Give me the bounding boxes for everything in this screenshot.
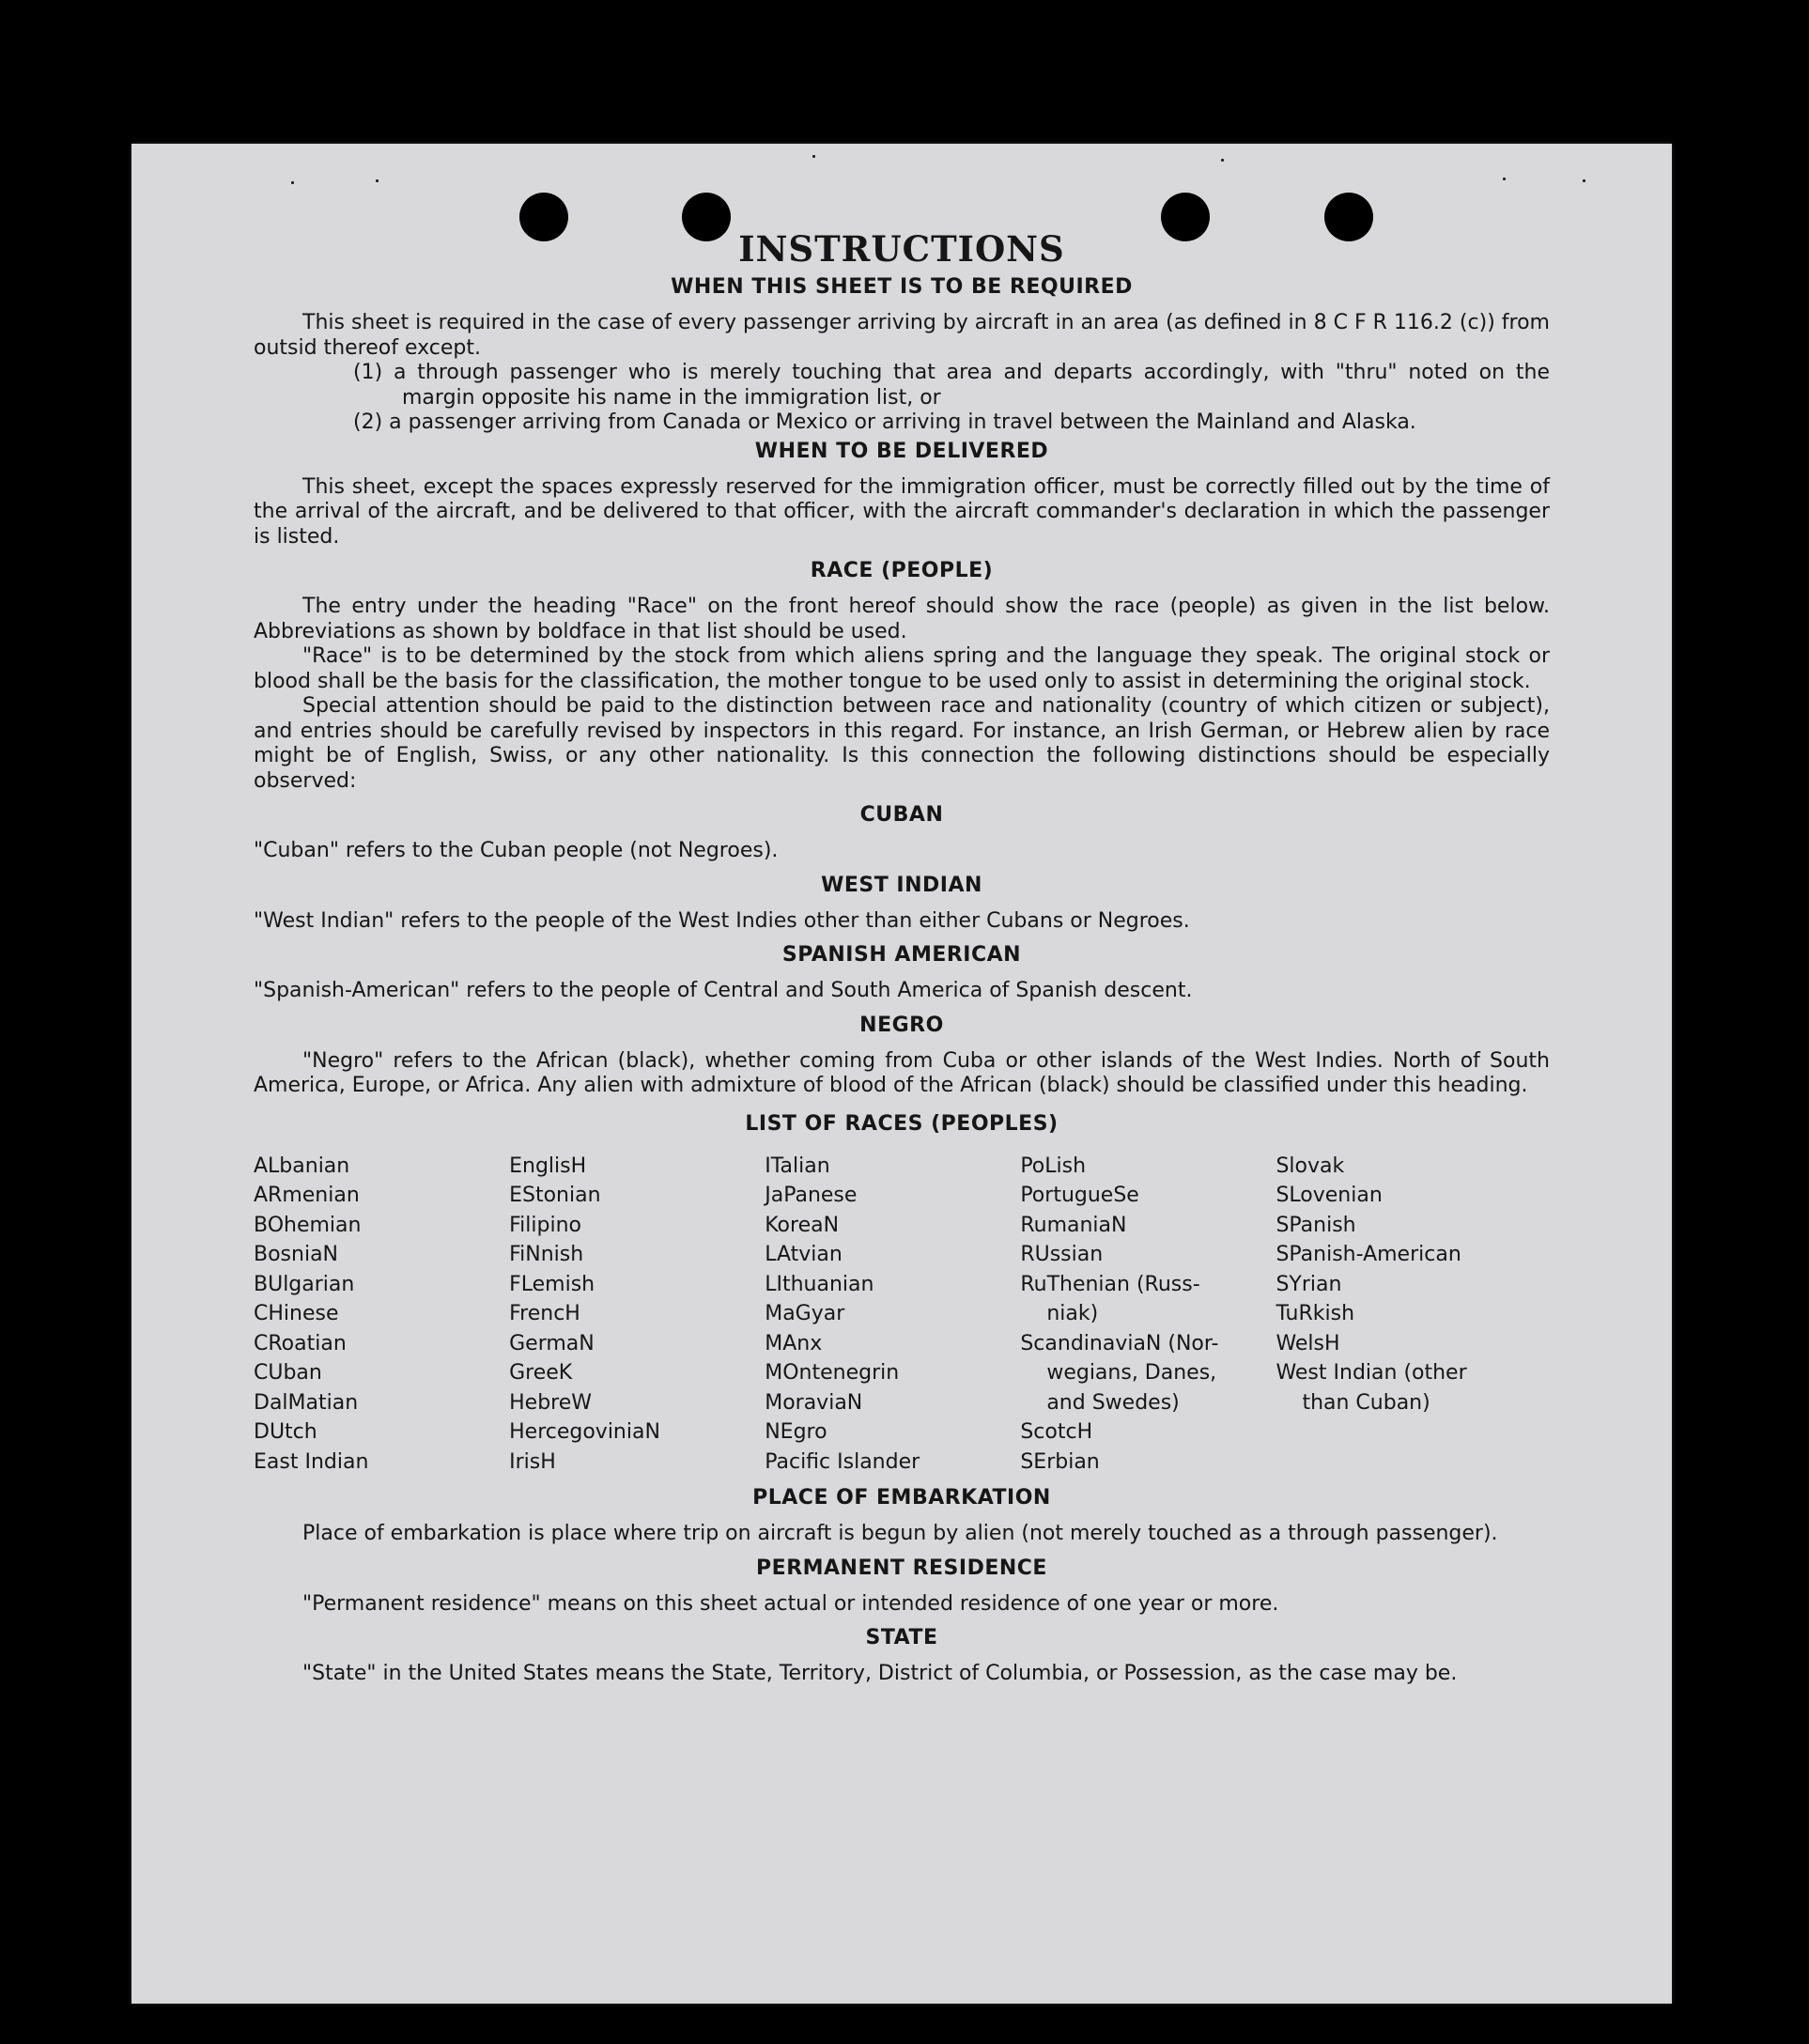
race-entry: wegians, Danes,: [1046, 1361, 1217, 1385]
races-list: [254, 1152, 1550, 1478]
races-column-3: [765, 1152, 1020, 1478]
race-entry: GreeK: [509, 1361, 573, 1385]
race-entry: EStonian: [509, 1184, 601, 1207]
race-entry: EnglisH: [509, 1154, 587, 1178]
instructions-content: [254, 226, 1550, 1687]
race-entry: HebreW: [509, 1390, 593, 1415]
race-entry: JaPanese: [765, 1184, 858, 1207]
race-entry: ScandinaviaN (Nor-: [1020, 1331, 1219, 1355]
race-entry: CUban: [254, 1361, 322, 1385]
heading-delivered: WHEN TO BE DELIVERED: [754, 439, 1049, 463]
race-entry: and Swedes): [1046, 1390, 1180, 1415]
race-entry: FiNnish: [509, 1243, 584, 1266]
race-entry: ALbanian: [254, 1154, 350, 1178]
document-sheet: [131, 144, 1672, 2004]
page-title: INSTRUCTIONS: [738, 228, 1065, 270]
race-entry: ARmenian: [254, 1184, 360, 1207]
race-entry: HercegoviniaN: [509, 1420, 660, 1444]
races-column-4: [1020, 1152, 1276, 1478]
race-entry: ScotcH: [1020, 1420, 1093, 1444]
required-item-1: (1) a through passenger who is merely touching that area and departs accordingly, with "thru" noted on the margin opposite his name in the immigration list, or: [353, 361, 1550, 410]
race-entry: MAnx: [765, 1331, 823, 1355]
heading-residence: PERMANENT RESIDENCE: [756, 1556, 1047, 1580]
negro-text: "Negro" refers to the African (black), whether coming from Cuba or other islands of the West Indies. North of South America, Europe, or Africa. Any alien with admixture of blood of the African (black) should be classified under this heading.: [254, 1048, 1550, 1097]
speck: [1503, 178, 1506, 180]
race-entry: GermaN: [509, 1331, 595, 1355]
races-column-2: [509, 1152, 765, 1478]
race-entry: IrisH: [509, 1449, 556, 1474]
race-entry: CRoatian: [254, 1331, 347, 1355]
race-entry: CHinese: [254, 1302, 339, 1325]
race-entry: PoLish: [1020, 1154, 1087, 1178]
speck: [812, 155, 815, 158]
heading-west-indian: WEST INDIAN: [821, 873, 982, 897]
heading-negro: NEGRO: [859, 1013, 944, 1037]
race-entry: SPanish: [1276, 1213, 1356, 1237]
speck: [291, 181, 294, 184]
race-entry: Pacific Islander: [765, 1449, 920, 1474]
race-entry: RUssian: [1020, 1243, 1104, 1266]
race-entry: SErbian: [1020, 1449, 1100, 1474]
race-entry: SPanish-American: [1276, 1243, 1461, 1266]
heading-spanish-american: SPANISH AMERICAN: [781, 943, 1022, 967]
race-entry: MaGyar: [765, 1302, 845, 1325]
spanish-american-text: "Spanish-American" refers to the people of Central and South America of Spanish descent.: [254, 979, 1193, 1002]
race-entry: DalMatian: [254, 1390, 359, 1415]
residence-text: "Permanent residence" means on this sheet actual or intended residence of one year or more.: [302, 1591, 1279, 1616]
west-indian-text: "West Indian" refers to the people of the West Indies other than either Cubans or Negroes.: [254, 908, 1190, 933]
speck: [1583, 179, 1585, 182]
race-entry: MoraviaN: [765, 1390, 863, 1415]
required-item-2: (2) a passenger arriving from Canada or Mexico or arriving in travel between the Mainland and Alaska.: [353, 410, 1416, 434]
race-paragraph-3: Special attention should be paid to the distinction between race and nationality (country of which citizen or subject), and entries should be carefully revised by inspectors in this regard. For instance, an Irish German, or Hebrew alien by race might be of English, Swiss, or any other nationality. Is this connection the following distinctions should be especially observed:: [254, 694, 1550, 793]
races-column-1: [254, 1152, 509, 1478]
race-entry: Filipino: [509, 1213, 581, 1237]
race-entry: TuRkish: [1276, 1302, 1355, 1325]
required-intro: This sheet is required in the case of every passenger arriving by aircraft in an area (as defined in 8 C F R 116.2 (c)) from outsid thereof except.: [254, 311, 1550, 360]
race-entry: DUtch: [254, 1420, 317, 1444]
race-entry: KoreaN: [765, 1213, 840, 1237]
race-entry: BUlgarian: [254, 1272, 355, 1296]
heading-race: RACE (PEOPLE): [810, 559, 994, 582]
race-entry: SLovenian: [1276, 1184, 1383, 1207]
race-entry: NEgro: [765, 1420, 827, 1444]
race-entry: RumaniaN: [1020, 1213, 1127, 1237]
cuban-text: "Cuban" refers to the Cuban people (not Negroes).: [254, 839, 779, 862]
race-entry: East Indian: [254, 1449, 369, 1474]
race-entry: FrencH: [509, 1302, 580, 1325]
delivered-text: This sheet, except the spaces expressly reserved for the immigration officer, must be correctly filled out by the time of the arrival of the aircraft, and be delivered to that officer, with the aircraft commander's declaration in which the passenger is listed.: [254, 474, 1550, 549]
race-entry: Slovak: [1276, 1154, 1345, 1178]
race-entry: FLemish: [509, 1272, 595, 1296]
heading-embarkation: PLACE OF EMBARKATION: [752, 1486, 1051, 1510]
race-entry: LIthuanian: [765, 1272, 874, 1296]
race-entry: MOntenegrin: [765, 1361, 900, 1385]
state-text: "State" in the United States means the State, Territory, District of Columbia, or Possession, as the case may be.: [302, 1662, 1458, 1685]
race-entry: WelsH: [1276, 1331, 1340, 1355]
heading-state: STATE: [865, 1626, 938, 1649]
race-entry: BosniaN: [254, 1243, 339, 1266]
race-entry: RuThenian (Russ-: [1020, 1272, 1200, 1296]
heading-races-list: LIST OF RACES (PEOPLES): [745, 1111, 1059, 1136]
speck: [376, 179, 379, 182]
heading-cuban: CUBAN: [859, 803, 944, 827]
race-paragraph-1: The entry under the heading "Race" on the front hereof should show the race (people) as given in the list below. Abbreviations as shown by boldface in that list should be used.: [254, 595, 1550, 643]
heading-required: WHEN THIS SHEET IS TO BE REQUIRED: [671, 275, 1133, 299]
race-paragraph-2: "Race" is to be determined by the stock from which aliens spring and the language they speak. The original stock or blood shall be the basis for the classification, the mother tongue to be used only to assist in determining the original stock.: [254, 644, 1550, 693]
races-column-5: [1276, 1152, 1550, 1478]
race-entry: LAtvian: [765, 1243, 843, 1266]
race-entry: niak): [1046, 1302, 1099, 1325]
race-entry: than Cuban): [1302, 1390, 1430, 1415]
embarkation-text: Place of embarkation is place where trip on aircraft is begun by alien (not merely touched as a through passenger).: [302, 1522, 1498, 1545]
race-entry: ITalian: [765, 1154, 830, 1178]
race-entry: West Indian (other: [1276, 1361, 1467, 1385]
speck: [1221, 159, 1224, 162]
race-entry: PortugueSe: [1020, 1184, 1139, 1207]
race-entry: BOhemian: [254, 1213, 362, 1237]
race-entry: SYrian: [1276, 1272, 1342, 1296]
